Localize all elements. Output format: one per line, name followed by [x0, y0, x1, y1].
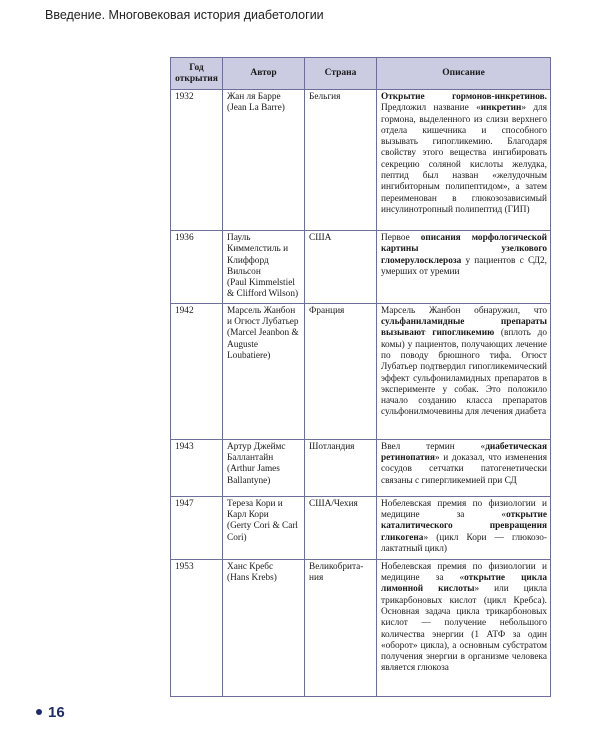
cell-description: [377, 496, 551, 559]
table-row: [171, 559, 551, 696]
cell-description: [377, 559, 551, 696]
country-line: Шотландия: [309, 441, 355, 452]
table-row: [171, 90, 551, 231]
author-line: Тереза Кори и Карл Кори: [227, 498, 283, 521]
table-header: [171, 58, 551, 90]
description-emphasis: открытие каталитического превращения гликогена: [381, 510, 547, 543]
cell-author: [223, 496, 305, 559]
country-line: Бельгия: [309, 92, 341, 102]
cell-author: [223, 439, 305, 496]
description-emphasis: диабетическая ретинопатия: [381, 441, 547, 464]
author-line: (Paul Kimmelstiel & Clifford Wilson): [227, 278, 299, 300]
country-line: Великобрита-: [309, 561, 364, 572]
table-row: [171, 303, 551, 439]
country-line: Франция: [309, 305, 345, 316]
cell-year: 1947: [171, 496, 223, 559]
page-number: 16: [48, 704, 65, 721]
author-line: Артур Джеймс Баллантайн: [227, 441, 286, 464]
description-emphasis: сульфаниламидные препараты вызывают гипогликемию: [381, 317, 547, 339]
author-line: (Jean La Barre): [227, 103, 285, 114]
cell-description: [377, 231, 551, 304]
table-header-row: [171, 58, 551, 90]
cell-description: [377, 90, 551, 231]
description-text: Ввел термин «: [381, 441, 486, 452]
cell-country: [305, 559, 377, 696]
bullet-icon: [36, 709, 42, 715]
history-table-container: [170, 57, 550, 697]
country-line: США/Чехия: [309, 498, 358, 509]
header-description: Описание: [377, 58, 551, 90]
cell-year: 1953: [171, 559, 223, 696]
table-body: [171, 90, 551, 697]
description-text: » для гормона, выделенного из слизи верхнего отдела кишечника и способного вызывать гипогликемию. Благодаря свойству этого вещества ингибировать секрецию соляной кислоты желудка, пептид был назван «желудочным ингибиторным полипептидом», а затем переименован в глюкозозависимый инсулинотропный полипептид (ГИП): [381, 103, 548, 215]
description-text: Нобелевская премия по физиологии и медицине за «: [381, 498, 547, 521]
header-country: Страна: [305, 58, 377, 90]
author-line: (Hans Krebs): [227, 573, 277, 584]
header-year: Год открытия: [171, 58, 223, 90]
page-number-block: [36, 704, 65, 721]
cell-description: [377, 303, 551, 439]
cell-year: 1943: [171, 439, 223, 496]
table-row: [171, 231, 551, 304]
cell-country: [305, 439, 377, 496]
description-text: » (цикл Кори — глюкозо-лактатный цикл): [381, 532, 547, 554]
cell-country: [305, 90, 377, 231]
author-line: Марсель Жанбон и Огюст Лубатьер: [227, 305, 299, 328]
author-line: Ханс Кребс: [227, 561, 274, 572]
description-text: Первое: [381, 233, 421, 243]
country-line: ния: [309, 573, 324, 584]
description-text: » или цикла трикарбоновых кислот (цикл Кребса). Основная задача цикла трикарбоновых кислот — получение небольшого количества энергии (1 АТФ за один «оборот» цикла), а основным субстратом получения энергии в организме человека является глюкоза: [381, 584, 547, 674]
cell-year: 1936: [171, 231, 223, 304]
cell-year: 1942: [171, 303, 223, 439]
description-text: (вплоть до комы) у пациентов, получающих лечение по поводу брюшного тифа. Огюст Лубатьер подтвердил гипогликемический эффект сульфониламидных препаратов в эксперименте у собак. Это положило начало созданию класса препаратов сульфонилмочевины для лечения диабета: [381, 328, 547, 418]
description-text: Предложил название «: [381, 103, 481, 114]
description-emphasis: описания морфологической картины узелкового гломерулосклероза: [381, 233, 547, 266]
description-text: у пациентов с СД2, умерших от уремии: [381, 255, 547, 277]
description-emphasis: Открытие гормонов-инкретинов.: [381, 92, 547, 102]
author-line: (Marcel Jeanbon & Auguste Loubatiere): [227, 328, 299, 361]
description-text: » и доказал, что изменения сосудов сетчатки патогенетически связаны с гипергликемией при СД: [381, 453, 547, 486]
description-text: Нобелевская премия по физиологии и медицине за «: [381, 561, 547, 584]
author-line: (Gerty Cori & Carl Cori): [227, 521, 299, 543]
cell-author: [223, 559, 305, 696]
cell-country: [305, 303, 377, 439]
author-line: Жан ля Барре: [227, 92, 281, 102]
author-line: Пауль Киммелстиль и Клиффорд Вильсон: [227, 233, 289, 277]
table-row: [171, 439, 551, 496]
cell-author: [223, 90, 305, 231]
header-author: Автор: [223, 58, 305, 90]
author-line: (Arthur James Ballantyne): [227, 464, 280, 486]
cell-year: 1932: [171, 90, 223, 231]
cell-country: [305, 496, 377, 559]
history-table: [170, 57, 551, 697]
table-row: [171, 496, 551, 559]
description-emphasis: инкретин: [480, 103, 522, 114]
running-head: Введение. Многовековая история диабетологии: [45, 8, 324, 22]
cell-author: [223, 303, 305, 439]
description-text: Марсель Жанбон обнаружил, что: [381, 305, 547, 316]
cell-country: [305, 231, 377, 304]
cell-author: [223, 231, 305, 304]
cell-description: [377, 439, 551, 496]
country-line: США: [309, 233, 332, 243]
description-emphasis: открытие цикла лимонной кислоты: [381, 573, 547, 595]
